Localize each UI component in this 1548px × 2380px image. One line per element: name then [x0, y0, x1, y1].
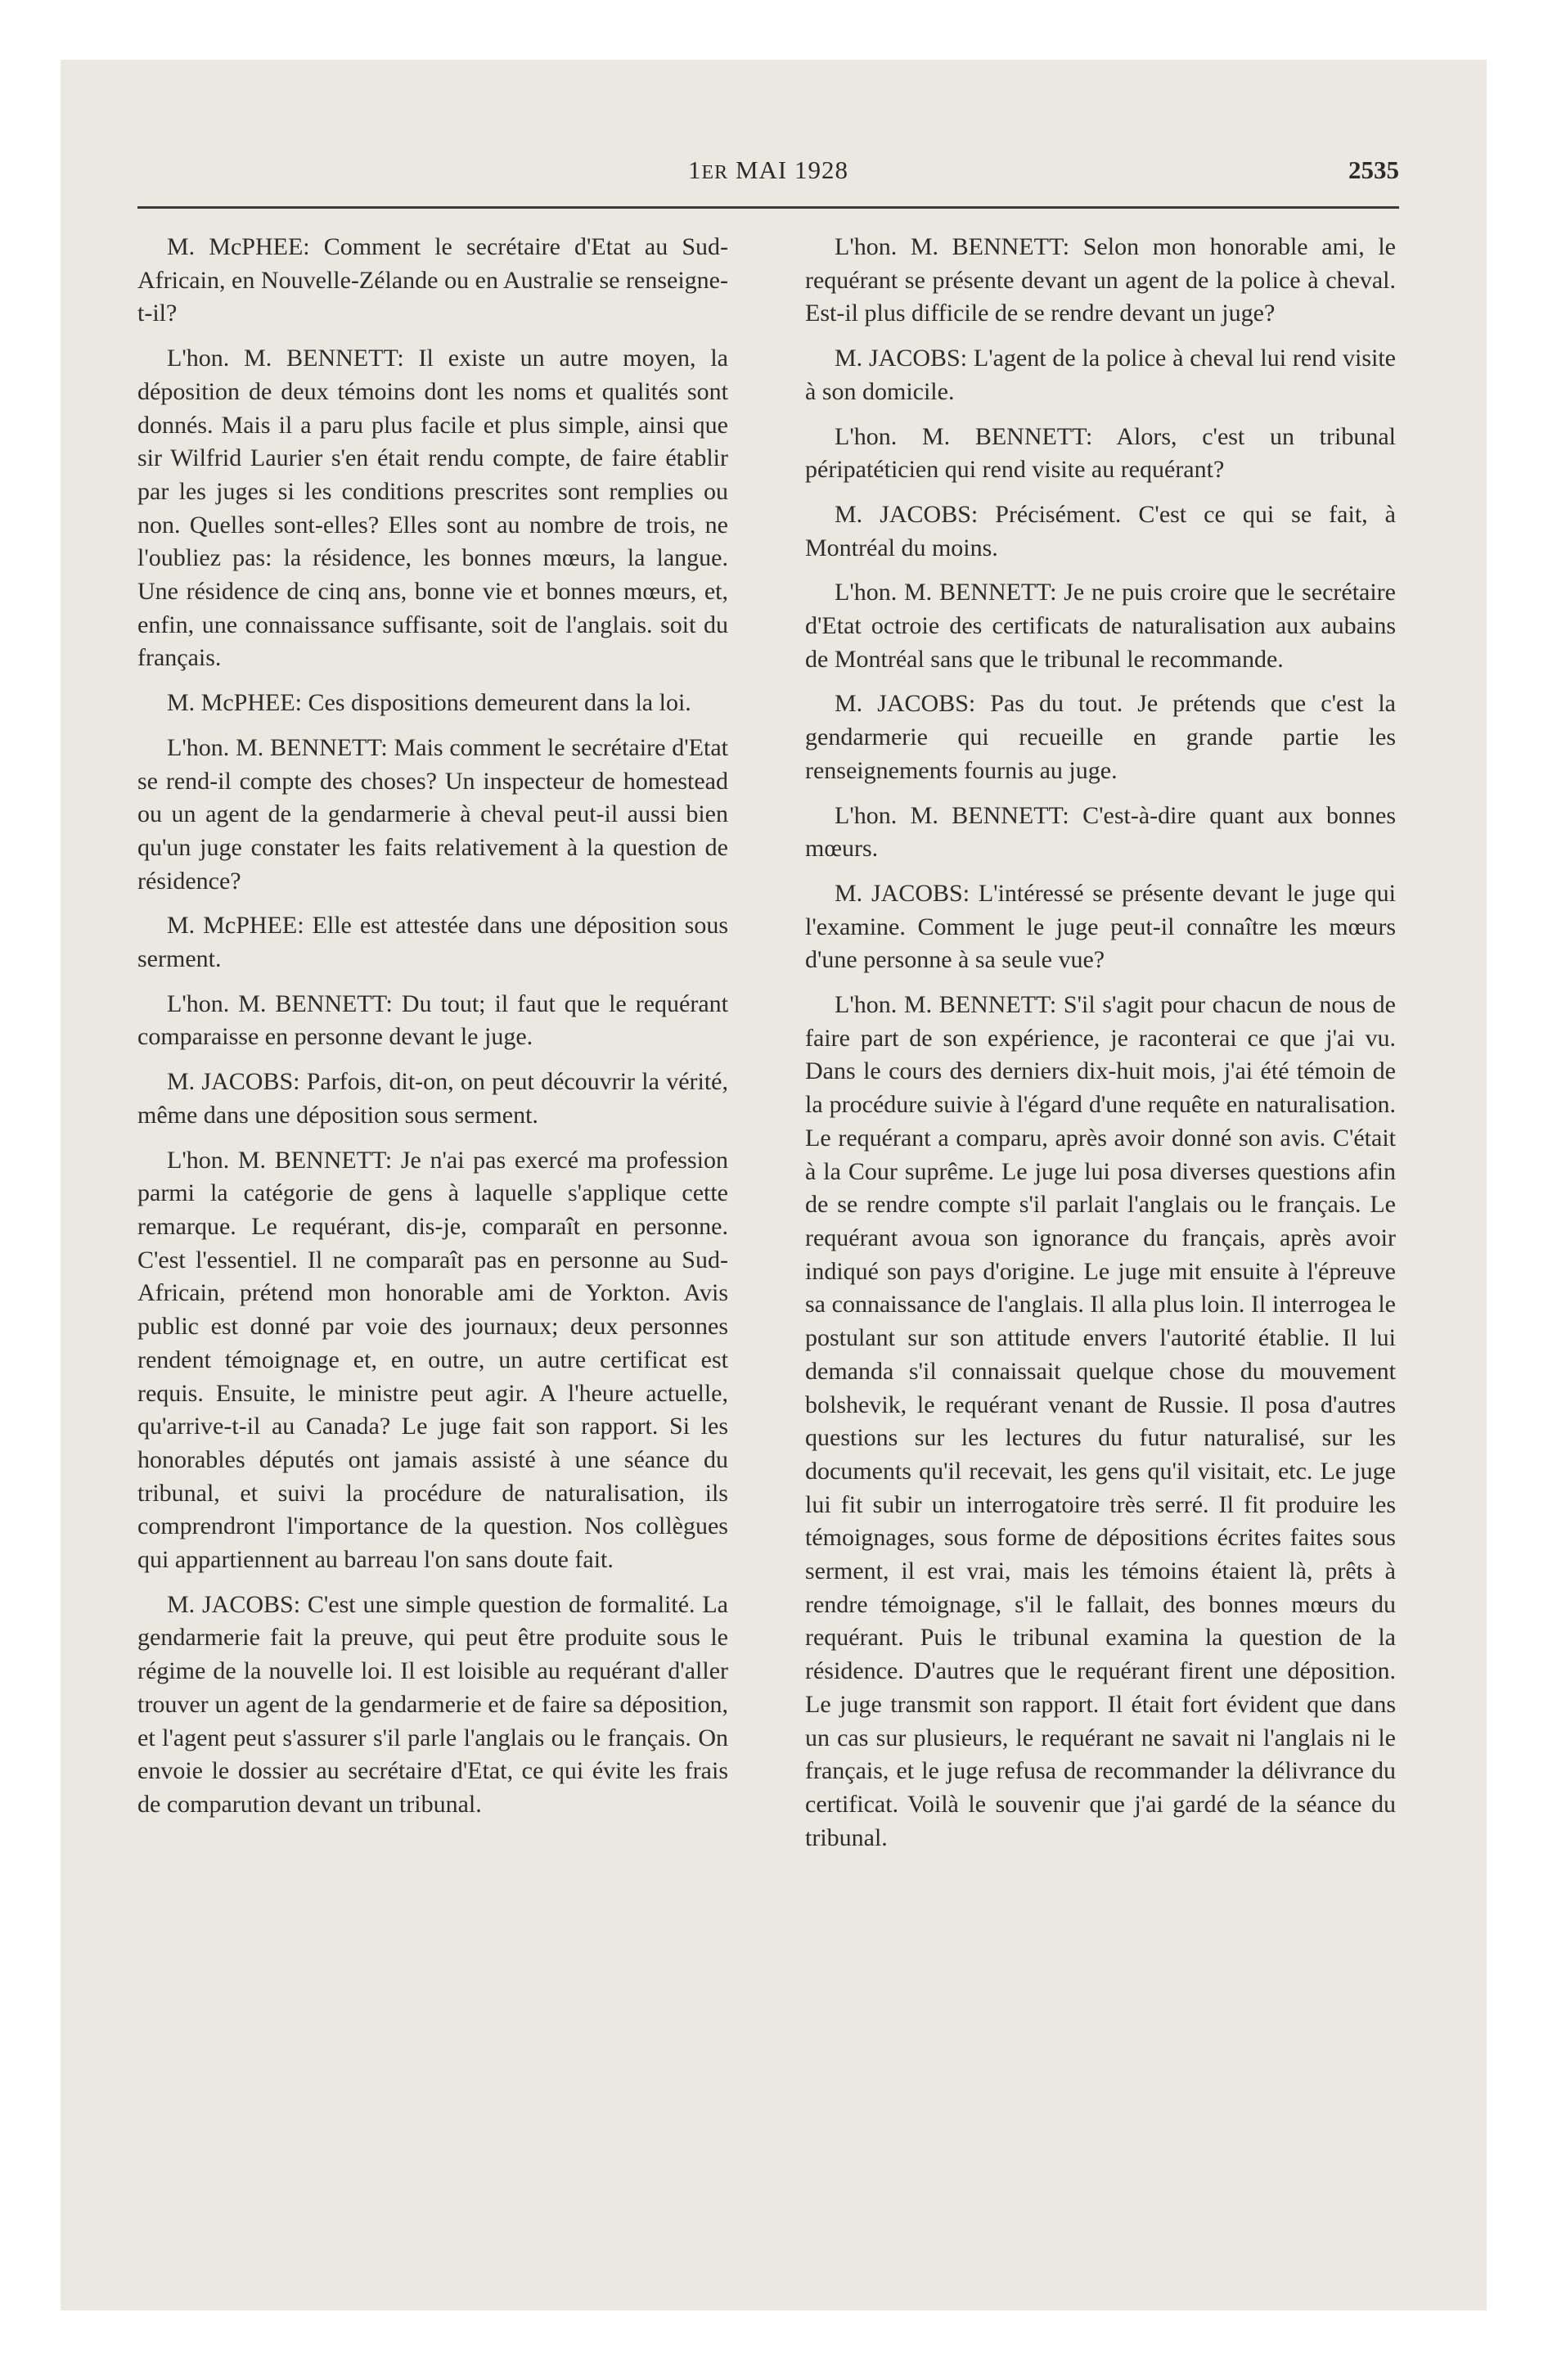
left-column: [137, 231, 728, 1833]
paragraph: L'hon. M. BENNETT: Je n'ai pas exercé ma profession parmi la catégorie de gens à laquelle s'applique cette remarque. Le requérant, dis-je, comparaît en personne. C'est l'essentiel. Il ne comparaît pas en personne au Sud-Africain, prétend mon honorable ami de Yorkton. Avis public est donné par voie des journaux; deux personnes rendent témoignage et, en outre, un autre certificat est requis. Ensuite, le ministre peut agir. A l'heure actuelle, qu'arrive-t-il au Canada? Le juge fait son rapport. Si les honorables députés ont jamais assisté à une séance du tribunal, et suivi la procédure de naturalisation, ils comprendront l'importance de la question. Nos collègues qui appartiennent au barreau l'on sans doute fait.: [137, 1146, 728, 1574]
paragraph: L'hon. M. BENNETT: Du tout; il faut que le requérant comparaisse en personne devant le juge.: [137, 989, 728, 1051]
paragraph: M. McPHEE: Ces dispositions demeurent dans la loi.: [167, 689, 691, 717]
paragraph: M. JACOBS: Précisément. C'est ce qui se fait, à Montréal du moins.: [805, 500, 1396, 561]
paragraph: M. McPHEE: Elle est attestée dans une déposition sous serment.: [137, 912, 728, 973]
page-number: 2535: [1348, 156, 1399, 184]
paragraph: L'hon. M. BENNETT: Je ne puis croire que le secrétaire d'Etat octroie des certificats de naturalisation aux aubains de Montréal sans que le tribunal le recommande.: [805, 579, 1396, 673]
paragraph: L'hon. M. BENNETT: Mais comment le secrétaire d'Etat se rend-il compte des choses? Un inspecteur de homestead ou un agent de la gendarmerie à cheval peut-il aussi bien qu'un juge constater les faits relativement à la question de résidence?: [137, 733, 728, 895]
paragraph: L'hon. M. BENNETT: Il existe un autre moyen, la déposition de deux témoins dont les noms et qualités sont donnés. Mais il a paru plus facile et plus simple, ainsi que sir Wilfrid Laurier s'en était rendu compte, de faire établir par les juges si les conditions prescrites sont remplies ou non. Quelles sont-elles? Elles sont au nombre de trois, ne l'oubliez pas: la résidence, les bonnes mœurs, la langue. Une résidence de cinq ans, bonne vie et bonnes mœurs, et, enfin, une connaissance suffisante, soit de l'anglais. soit du français.: [137, 345, 728, 672]
paragraph: M. JACOBS: Pas du tout. Je prétends que c'est la gendarmerie qui recueille en grande partie les renseignements fournis au juge.: [805, 690, 1396, 784]
header-date: 1ER MAI 1928: [688, 156, 848, 184]
paragraph: L'hon. M. BENNETT: C'est-à-dire quant aux bonnes mœurs.: [805, 801, 1396, 863]
right-column: [805, 231, 1396, 1866]
paragraph: M. JACOBS: C'est une simple question de formalité. La gendarmerie fait la preuve, qui peut être produite sous le régime de la nouvelle loi. Il est loisible au requérant d'aller trouver un agent de la gendarmerie et de faire sa déposition, et l'agent peut s'assurer s'il parle l'anglais ou le français. On envoie le dossier au secrétaire d'Etat, ce qui évite les frais de comparution devant un tribunal.: [137, 1590, 728, 1818]
paragraph: M. JACOBS: L'agent de la police à cheval lui rend visite à son domicile.: [805, 345, 1396, 405]
paragraph: L'hon. M. BENNETT: S'il s'agit pour chacun de nous de faire part de son expérience, je raconterai ce que j'ai vu. Dans le cours des derniers dix-huit mois, j'ai été témoin de la procédure suivie à l'égard d'une requête en naturalisation. Le requérant a comparu, après avoir donné son avis. C'était à la Cour suprême. Le juge lui posa diverses questions afin de se rendre compte s'il parlait l'anglais ou le français. Le requérant avoua son ignorance du français, après avoir indiqué son pays d'origine. Le juge mit ensuite à l'épreuve sa connaissance de l'anglais. Il alla plus loin. Il interrogea le postulant sur son attitude envers l'autorité établie. Il lui demanda s'il connaissait quelque chose du mouvement bolshevik, le requérant venant de Russie. Il posa d'autres questions sur les lectures du futur naturalisé, sur les documents qu'il recevait, les gens qu'il visitait, etc. Le juge lui fit subir un interrogatoire très serré. Il fit produire les témoignages, sous forme de dépositions écrites faites sous serment, il est vrai, mais les témoins étaient là, prêts à rendre témoignage, s'il le fallait, des bonnes mœurs du requérant. Puis le tribunal examina la question de la résidence. D'autres que le requérant firent une déposition. Le juge transmit son rapport. Il était fort évident que dans un cas sur plusieurs, le requérant ne savait ni l'anglais ni le français, et le juge refusa de recommander la délivrance du certificat. Voilà le souvenir que j'ai gardé de la séance du tribunal.: [805, 991, 1396, 1851]
paragraph: L'hon. M. BENNETT: Alors, c'est un tribunal péripatéticien qui rend visite au requérant?: [805, 422, 1396, 484]
paragraph: M. JACOBS: Parfois, dit-on, on peut découvrir la vérité, même dans une déposition sous serment.: [137, 1068, 728, 1129]
paragraph: M. McPHEE: Comment le secrétaire d'Etat au Sud-Africain, en Nouvelle-Zélande ou en Australie se renseigne-t-il?: [137, 233, 728, 327]
paragraph: L'hon. M. BENNETT: Selon mon honorable ami, le requérant se présente devant un agent de la police à cheval. Est-il plus difficile de se rendre devant un juge?: [805, 233, 1396, 327]
header-rule: [137, 206, 1399, 209]
paragraph: M. JACOBS: L'intéressé se présente devant le juge qui l'examine. Comment le juge peut-il connaître les mœurs d'une personne à sa seule vue?: [805, 879, 1396, 974]
page-header: [137, 156, 1399, 196]
